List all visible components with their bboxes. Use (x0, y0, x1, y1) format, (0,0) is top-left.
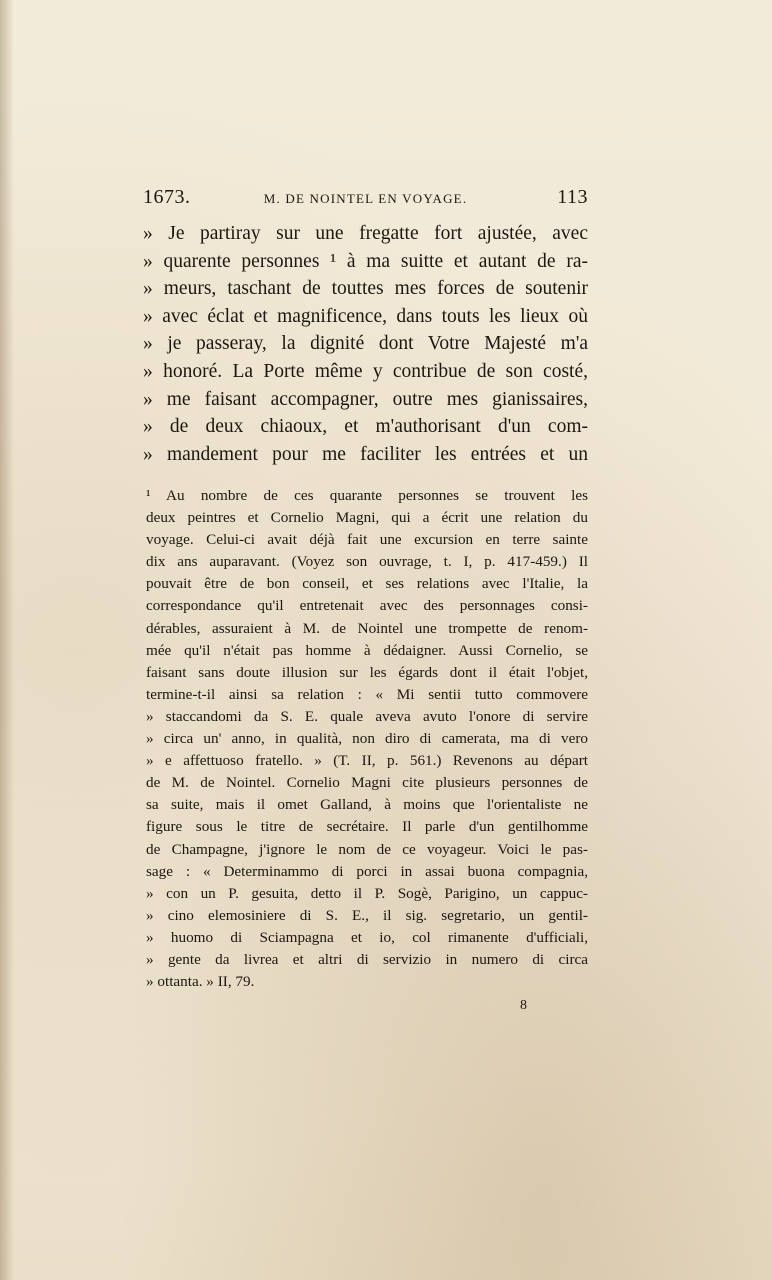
footnote-line: deux peintres et Cornelio Magni, qui a écrit une relation du (146, 509, 588, 527)
main-text-line: » je passeray, la dignité dont Votre Majesté m'a (143, 333, 588, 355)
footnote-block (146, 485, 588, 993)
footnote-line: » e affettuoso fratello. » (T. II, p. 561.) Revenons au départ (146, 752, 588, 770)
main-text-block (143, 220, 588, 468)
signature-mark: 8 (520, 998, 527, 1013)
footnote-line: dix ans auparavant. (Voyez son ouvrage, t. I, p. 417-459.) Il (146, 553, 588, 571)
main-text-line: » quarente personnes ¹ à ma suitte et autant de ra- (143, 250, 588, 272)
footnote-line: de Champagne, j'ignore le nom de ce voyageur. Voici le pas- (146, 840, 588, 858)
running-head (143, 186, 588, 216)
footnote-line: » huomo di Sciampagna et io, col rimanente d'ufficiali, (146, 928, 588, 946)
footnote-line: ¹ Au nombre de ces quarante personnes se trouvent les (146, 487, 588, 504)
footnote-line: » ottanta. » II, 79. (146, 973, 255, 991)
main-text-line: » honoré. La Porte même y contribue de son costé, (143, 360, 588, 382)
footnote-line: dérables, assuraient à M. de Nointel une trompette de renom- (146, 619, 588, 637)
footnote-line: termine-t-il ainsi sa relation : « Mi sentii tutto commovere (146, 685, 588, 703)
main-text-line: » meurs, taschant de touttes mes forces de soutenir (143, 278, 588, 300)
footnote-line: faisant sans doute illusion sur les égards dont il était l'objet, (146, 663, 588, 681)
footnote-line: » con un P. gesuita, detto il P. Sogè, Parigino, un cappuc- (146, 884, 588, 902)
page-gutter-shadow (0, 0, 14, 1280)
footnote-line: de M. de Nointel. Cornelio Magni cite plusieurs personnes de (146, 774, 588, 792)
running-head-title: M. DE NOINTEL EN VOYAGE. (263, 191, 468, 206)
footnote-line: » gente da livrea et altri di servizio in numero di circa (146, 950, 588, 968)
footnote-line: » circa un' anno, in qualità, non diro di camerata, ma di vero (146, 730, 588, 748)
main-text-line: » mandement pour me faciliter les entrées et un (143, 443, 588, 465)
main-text-line: » de deux chiaoux, et m'authorisant d'un com- (143, 416, 588, 438)
footnote-line: mée qu'il n'était pas homme à dédaigner. Aussi Cornelio, se (146, 641, 588, 659)
main-text-line: » me faisant accompagner, outre mes gianissaires, (143, 388, 588, 410)
footnote-line: pouvait être de bon conseil, et ses relations avec l'Italie, la (146, 575, 588, 593)
footnote-line: » staccandomi da S. E. quale aveva avuto l'onore di servire (146, 707, 588, 725)
main-text-line: » avec éclat et magnificence, dans touts les lieux où (143, 305, 588, 327)
footnote-line: voyage. Celui-ci avait déjà fait une excursion en terre sainte (146, 531, 588, 549)
main-text-line: » Je partiray sur une fregatte fort ajustée, avec (143, 223, 588, 244)
footnote-line: correspondance qu'il entretenait avec des personnages consi- (146, 597, 588, 615)
footnote-line: figure sous le titre de secrétaire. Il parle d'un gentilhomme (146, 818, 588, 836)
running-head-year: 1673. (143, 186, 191, 208)
footnote-line: sa suite, mais il omet Galland, à moins que l'orientaliste ne (146, 796, 588, 814)
footnote-line: » cino elemosiniere di S. E., il sig. segretario, un gentil- (146, 906, 588, 924)
page-number: 113 (557, 186, 588, 208)
footnote-line: sage : « Determinammo di porci in assai buona compagnia, (146, 862, 588, 880)
